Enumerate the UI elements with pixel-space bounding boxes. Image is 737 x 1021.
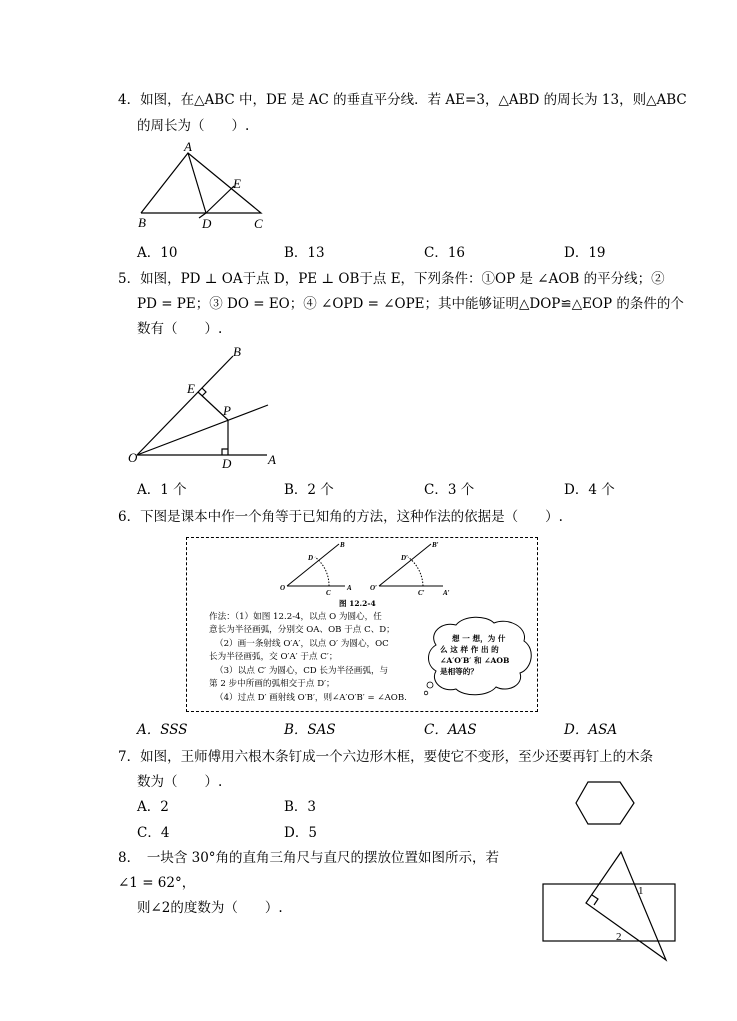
- q5-option-b[interactable]: B．2 个: [284, 482, 334, 498]
- q4-label-A: A: [184, 139, 192, 154]
- q4-label-E: E: [233, 176, 241, 191]
- q8-stem-line2: ∠1 = 62°，: [118, 875, 196, 891]
- q4-label-D: D: [202, 216, 212, 231]
- q5-label-B: B: [233, 344, 241, 359]
- q5-stem-line2: PD = PE；③ DO = EO；④ ∠OPD = ∠OPE；其中能够证明△DOP≌△EOP 的条件的个: [137, 296, 684, 312]
- q6-step-2b: 长为半径画弧，交 O′A′ 于点 C′；: [209, 652, 338, 662]
- q5-option-a[interactable]: A．1 个: [137, 482, 187, 498]
- q4-stem-line1: 4．如图，在△ABC 中，DE 是 AC 的垂直平分线．若 AE=3，△ABD 的周长为 13，则△ABC: [118, 92, 687, 108]
- q6-step-1a: 作法：（1）如图 12.2-4，以点 O 为圆心，任: [209, 612, 382, 622]
- q7-option-c[interactable]: C．4: [137, 825, 170, 841]
- q6-step-1b: 意长为半径画弧，分别交 OA、OB 于点 C、D；: [209, 625, 395, 635]
- q6-bubble-line1: 想 一 想，为 什: [452, 634, 506, 643]
- q6-fig-label-D2: D′: [401, 554, 409, 562]
- q5-option-c[interactable]: C．3 个: [424, 482, 475, 498]
- q7-stem-line2: 数为（ ）.: [137, 774, 223, 790]
- q7-option-d[interactable]: D．5: [284, 825, 317, 841]
- q8-stem-line1: 8． 一块含 30°角的直角三角尺与直尺的摆放位置如图所示，若: [118, 850, 500, 866]
- q4-option-d[interactable]: D．19: [564, 245, 606, 261]
- q6-fig-label-D: D: [308, 554, 314, 562]
- q6-bubble-line2: 么 这 样 作 出 的: [440, 645, 499, 654]
- q5-angle-bisector-figure: [125, 342, 285, 472]
- q6-step-2a: （2）画一条射线 O′A′，以点 O′ 为圆心，OC: [215, 639, 389, 649]
- q6-option-a[interactable]: A．SSS: [137, 722, 188, 738]
- q6-fig-label-B2: B′: [432, 541, 439, 549]
- q6-fig-label-A: A: [347, 584, 352, 592]
- q6-fig-label-O: O: [280, 584, 286, 592]
- q6-step-4: （4）过点 D′ 画射线 O′B′，则∠A′O′B′ = ∠AOB.: [215, 693, 407, 703]
- q5-label-A: A: [268, 452, 276, 467]
- q6-construction-figure: [277, 540, 457, 598]
- q6-fig-label-B: B: [340, 541, 345, 549]
- q8-angle-label-2: 2: [616, 931, 622, 943]
- q5-label-O: O: [128, 450, 138, 465]
- q6-step-3b: 第 2 步中所画的弧相交于点 D′；: [209, 679, 335, 689]
- q4-option-b[interactable]: B．13: [284, 245, 325, 261]
- q8-angle-label-1: 1: [638, 885, 644, 897]
- q6-option-d[interactable]: D．ASA: [564, 722, 618, 738]
- q6-step-3a: （3）以点 C′ 为圆心，CD 长为半径画弧，与: [215, 666, 389, 676]
- q5-label-P: P: [223, 403, 231, 418]
- q7-option-a[interactable]: A．2: [137, 799, 169, 815]
- q8-triangle-ruler-figure: [540, 850, 680, 965]
- q7-hexagon-figure: [574, 780, 638, 828]
- q6-thought-bubble: [424, 615, 534, 699]
- q4-label-B: B: [138, 215, 146, 230]
- q4-option-c[interactable]: C．16: [424, 245, 466, 261]
- q6-fig-label-C: C: [326, 589, 331, 597]
- q6-bubble-line4: 是相等的？: [440, 667, 478, 676]
- q6-option-b[interactable]: B．SAS: [284, 722, 336, 738]
- q5-stem-line3: 数有（ ）.: [137, 321, 223, 337]
- q6-option-c[interactable]: C．AAS: [424, 722, 477, 738]
- q6-fig-label-C2: C′: [418, 589, 425, 597]
- q6-figure-caption: 图 12.2-4: [339, 599, 376, 608]
- q5-label-D: D: [222, 456, 232, 471]
- q5-option-d[interactable]: D．4 个: [564, 482, 615, 498]
- q6-fig-label-A2: A′: [443, 589, 450, 597]
- q6-fig-label-O2: O′: [370, 584, 378, 592]
- q7-option-b[interactable]: B．3: [284, 799, 317, 815]
- q5-label-E: E: [187, 381, 195, 396]
- q4-option-a[interactable]: A．10: [137, 245, 178, 261]
- q7-stem-line1: 7．如图，王师傅用六根木条钉成一个六边形木框，要使它不变形，至少还要再钉上的木条: [118, 749, 654, 765]
- q4-stem-line2: 的周长为（ ）.: [137, 118, 250, 134]
- q4-triangle-figure: [130, 140, 280, 235]
- q6-stem-line1: 6．下图是课本中作一个角等于已知角的方法，这种作法的依据是（ ）.: [118, 509, 563, 525]
- q8-stem-line3: 则∠2的度数为（ ）.: [137, 900, 283, 916]
- q6-bubble-line3: ∠A′O′B′ 和 ∠AOB: [440, 656, 510, 665]
- q5-stem-line1: 5．如图，PD ⊥ OA于点 D，PE ⊥ OB于点 E，下列条件：①OP 是 ∠AOB 的平分线；②: [118, 271, 665, 287]
- q4-label-C: C: [254, 216, 263, 231]
